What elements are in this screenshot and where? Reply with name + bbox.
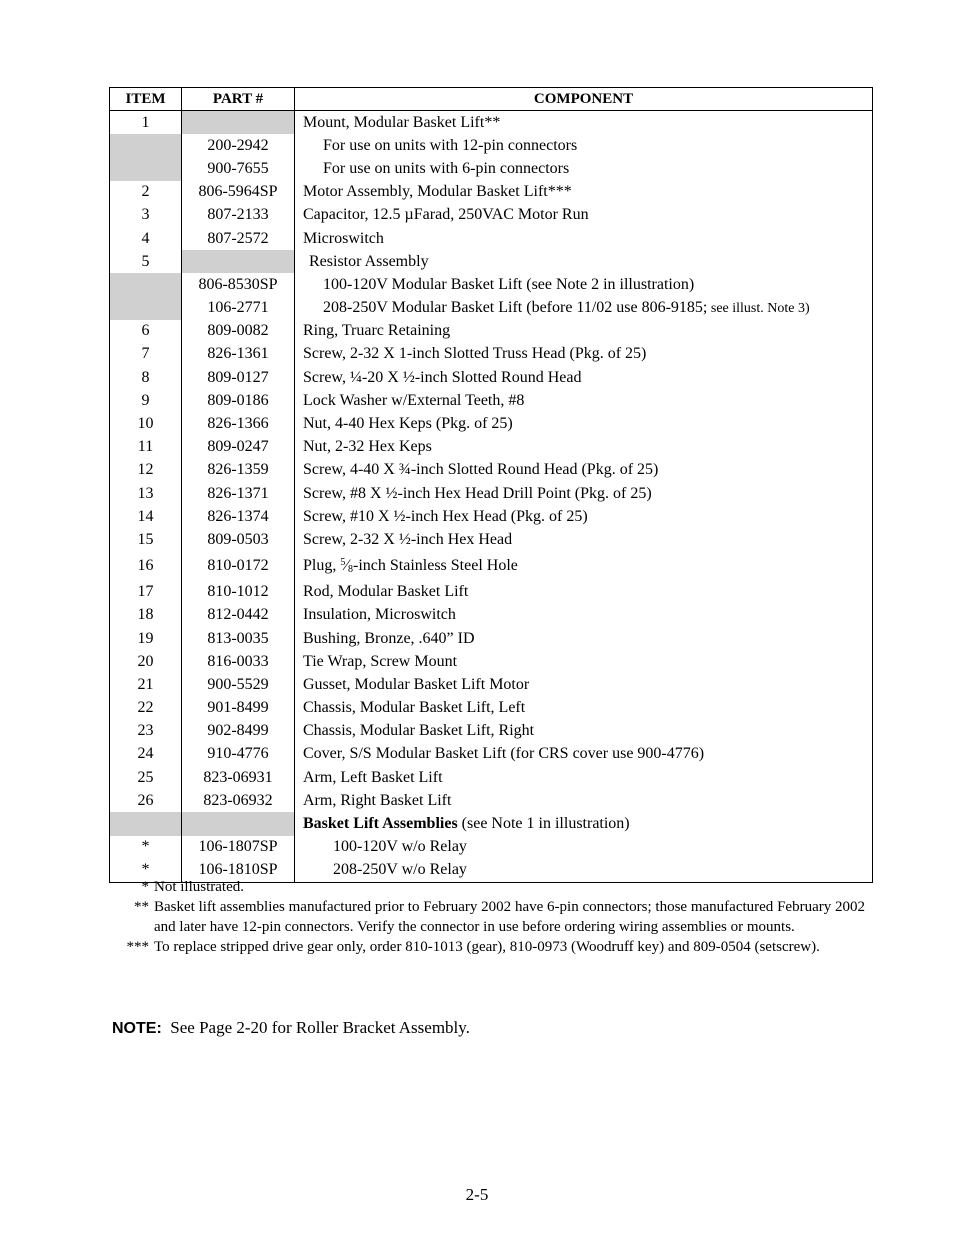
part-cell: 809-0186 <box>182 389 295 412</box>
table-row <box>110 552 873 581</box>
item-cell <box>110 273 182 296</box>
part-cell: 826-1361 <box>182 343 295 366</box>
component-cell: Resistor Assembly <box>295 250 873 273</box>
table-row <box>110 459 873 482</box>
item-cell: 21 <box>110 673 182 696</box>
table-row <box>110 581 873 604</box>
part-cell <box>182 812 295 835</box>
part-cell: 812-0442 <box>182 604 295 627</box>
item-cell: 8 <box>110 366 182 389</box>
component-cell <box>295 552 873 581</box>
footnote-text: Basket lift assemblies manufactured prior to February 2002 have 6-pin connectors; those manufactured February 2002 and later have 12-pin connectors. Verify the connector in use before ordering wiring assemblies or mounts. <box>154 899 865 935</box>
part-cell: 807-2572 <box>182 227 295 250</box>
item-cell: 15 <box>110 528 182 551</box>
part-cell: 806-8530SP <box>182 273 295 296</box>
component-text: (see Note 1 in illustration) <box>457 815 630 833</box>
item-cell: 17 <box>110 581 182 604</box>
component-cell: Screw, #10 X ½-inch Hex Head (Pkg. of 25) <box>295 505 873 528</box>
component-cell: For use on units with 6-pin connectors <box>295 157 873 180</box>
note-text: See Page 2-20 for Roller Bracket Assembly. <box>170 1018 470 1037</box>
footnote <box>109 897 865 937</box>
footnote-mark: *** <box>126 939 149 955</box>
part-cell: 901-8499 <box>182 697 295 720</box>
part-cell: 809-0082 <box>182 320 295 343</box>
item-cell: 7 <box>110 343 182 366</box>
component-cell: Ring, Truarc Retaining <box>295 320 873 343</box>
table-row <box>110 789 873 812</box>
part-cell <box>182 111 295 135</box>
part-cell: 823-06932 <box>182 789 295 812</box>
component-cell: For use on units with 12-pin connectors <box>295 134 873 157</box>
item-cell: 9 <box>110 389 182 412</box>
part-cell: 806-5964SP <box>182 181 295 204</box>
header-component: COMPONENT <box>295 88 873 111</box>
item-cell: 25 <box>110 766 182 789</box>
item-cell <box>110 157 182 180</box>
part-cell: 200-2942 <box>182 134 295 157</box>
table-row <box>110 482 873 505</box>
item-cell: 1 <box>110 111 182 135</box>
table-row <box>110 650 873 673</box>
header-item: ITEM <box>110 88 182 111</box>
component-cell: Nut, 2-32 Hex Keps <box>295 436 873 459</box>
item-cell: * <box>110 836 182 859</box>
part-cell <box>182 250 295 273</box>
component-cell <box>295 297 873 320</box>
item-cell <box>110 134 182 157</box>
part-cell: 810-1012 <box>182 581 295 604</box>
part-cell: 826-1371 <box>182 482 295 505</box>
component-bold-text: Basket Lift Assemblies <box>303 815 458 833</box>
part-cell: 900-7655 <box>182 157 295 180</box>
component-cell: Screw, 4-40 X ¾-inch Slotted Round Head (Pkg. of 25) <box>295 459 873 482</box>
item-cell: 26 <box>110 789 182 812</box>
component-cell: Chassis, Modular Basket Lift, Right <box>295 720 873 743</box>
footnotes <box>109 877 865 957</box>
item-cell: 20 <box>110 650 182 673</box>
table-row <box>110 720 873 743</box>
footnote-text: To replace stripped drive gear only, order 810-1013 (gear), 810-0973 (Woodruff key) and 809-0504 (setscrew). <box>154 939 820 955</box>
item-cell: 14 <box>110 505 182 528</box>
table-row <box>110 181 873 204</box>
table-row <box>110 812 873 835</box>
component-cell <box>295 812 873 835</box>
part-cell: 106-2771 <box>182 297 295 320</box>
table-row <box>110 320 873 343</box>
table-row <box>110 204 873 227</box>
component-cell: Nut, 4-40 Hex Keps (Pkg. of 25) <box>295 412 873 435</box>
table-row <box>110 273 873 296</box>
table-row <box>110 366 873 389</box>
fraction-denominator: 8 <box>348 563 354 575</box>
component-cell: Gusset, Modular Basket Lift Motor <box>295 673 873 696</box>
item-cell: 23 <box>110 720 182 743</box>
item-cell: 2 <box>110 181 182 204</box>
part-cell: 813-0035 <box>182 627 295 650</box>
footnote <box>109 877 865 897</box>
table-row <box>110 250 873 273</box>
part-cell: 106-1807SP <box>182 836 295 859</box>
item-cell: 4 <box>110 227 182 250</box>
component-cell: Bushing, Bronze, .640” ID <box>295 627 873 650</box>
part-cell: 902-8499 <box>182 720 295 743</box>
table-row <box>110 743 873 766</box>
part-cell: 826-1374 <box>182 505 295 528</box>
table-row <box>110 627 873 650</box>
component-cell: Rod, Modular Basket Lift <box>295 581 873 604</box>
component-cell: Tie Wrap, Screw Mount <box>295 650 873 673</box>
part-cell: 826-1359 <box>182 459 295 482</box>
footnote <box>109 937 865 957</box>
part-cell: 106-1810SP <box>182 859 295 883</box>
item-cell: 18 <box>110 604 182 627</box>
component-cell: 100-120V Modular Basket Lift (see Note 2 in illustration) <box>295 273 873 296</box>
table-header-row <box>110 88 873 111</box>
table-row <box>110 297 873 320</box>
part-cell: 900-5529 <box>182 673 295 696</box>
part-cell: 816-0033 <box>182 650 295 673</box>
table-row <box>110 134 873 157</box>
page-number: 2-5 <box>465 1185 489 1204</box>
part-cell: 809-0247 <box>182 436 295 459</box>
component-cell: 100-120V w/o Relay <box>295 836 873 859</box>
fraction: $^5⁄_8$ <box>340 556 354 575</box>
item-cell: 5 <box>110 250 182 273</box>
item-cell: 10 <box>110 412 182 435</box>
component-cell: Microswitch <box>295 227 873 250</box>
table-row <box>110 505 873 528</box>
component-text: -inch Stainless Steel Hole <box>353 556 518 574</box>
note-label: NOTE: <box>112 1020 162 1037</box>
component-cell: Screw, 2-32 X ½-inch Hex Head <box>295 528 873 551</box>
component-cell: Mount, Modular Basket Lift** <box>295 111 873 135</box>
part-cell: 809-0127 <box>182 366 295 389</box>
table-row <box>110 436 873 459</box>
item-cell <box>110 812 182 835</box>
item-cell: 11 <box>110 436 182 459</box>
table-row <box>110 528 873 551</box>
item-cell: 3 <box>110 204 182 227</box>
component-prefix: Plug, <box>303 556 341 574</box>
part-cell: 807-2133 <box>182 204 295 227</box>
item-cell <box>110 297 182 320</box>
item-cell: 13 <box>110 482 182 505</box>
component-cell: 208-250V w/o Relay <box>295 859 873 883</box>
item-cell: 12 <box>110 459 182 482</box>
header-part: PART # <box>182 88 295 111</box>
fraction-numerator: 5 <box>340 556 346 568</box>
part-cell: 810-0172 <box>182 552 295 581</box>
table-row <box>110 673 873 696</box>
component-cell: Cover, S/S Modular Basket Lift (for CRS cover use 900-4776) <box>295 743 873 766</box>
table-row <box>110 389 873 412</box>
item-cell: 6 <box>110 320 182 343</box>
footnote-mark: ** <box>134 899 149 915</box>
part-cell: 910-4776 <box>182 743 295 766</box>
table-row <box>110 412 873 435</box>
item-cell: 24 <box>110 743 182 766</box>
note <box>112 1018 470 1038</box>
item-cell: 16 <box>110 552 182 581</box>
component-cell: Chassis, Modular Basket Lift, Left <box>295 697 873 720</box>
table-row <box>110 604 873 627</box>
item-cell: 19 <box>110 627 182 650</box>
part-cell: 823-06931 <box>182 766 295 789</box>
component-cell: Screw, 2-32 X 1-inch Slotted Truss Head (Pkg. of 25) <box>295 343 873 366</box>
parts-table <box>109 87 873 883</box>
part-cell: 826-1366 <box>182 412 295 435</box>
table-row <box>110 766 873 789</box>
component-text: 208-250V Modular Basket Lift (before 11/02 use 806-9185; <box>323 298 708 316</box>
component-cell: Arm, Left Basket Lift <box>295 766 873 789</box>
table-row <box>110 157 873 180</box>
component-cell: Lock Washer w/External Teeth, #8 <box>295 389 873 412</box>
table-row <box>110 836 873 859</box>
component-cell: Screw, #8 X ½-inch Hex Head Drill Point (Pkg. of 25) <box>295 482 873 505</box>
component-cell: Screw, ¼-20 X ½-inch Slotted Round Head <box>295 366 873 389</box>
component-cell: Insulation, Microswitch <box>295 604 873 627</box>
part-cell: 809-0503 <box>182 528 295 551</box>
table-row <box>110 697 873 720</box>
component-text-small: see illust. Note 3) <box>707 300 810 316</box>
component-cell: Motor Assembly, Modular Basket Lift*** <box>295 181 873 204</box>
footnote-text: Not illustrated. <box>154 879 244 895</box>
item-cell: * <box>110 859 182 883</box>
table-row <box>110 343 873 366</box>
table-row <box>110 111 873 135</box>
footnote-mark: * <box>141 879 149 895</box>
table-row <box>110 227 873 250</box>
component-cell: Arm, Right Basket Lift <box>295 789 873 812</box>
item-cell: 22 <box>110 697 182 720</box>
component-cell: Capacitor, 12.5 µFarad, 250VAC Motor Run <box>295 204 873 227</box>
